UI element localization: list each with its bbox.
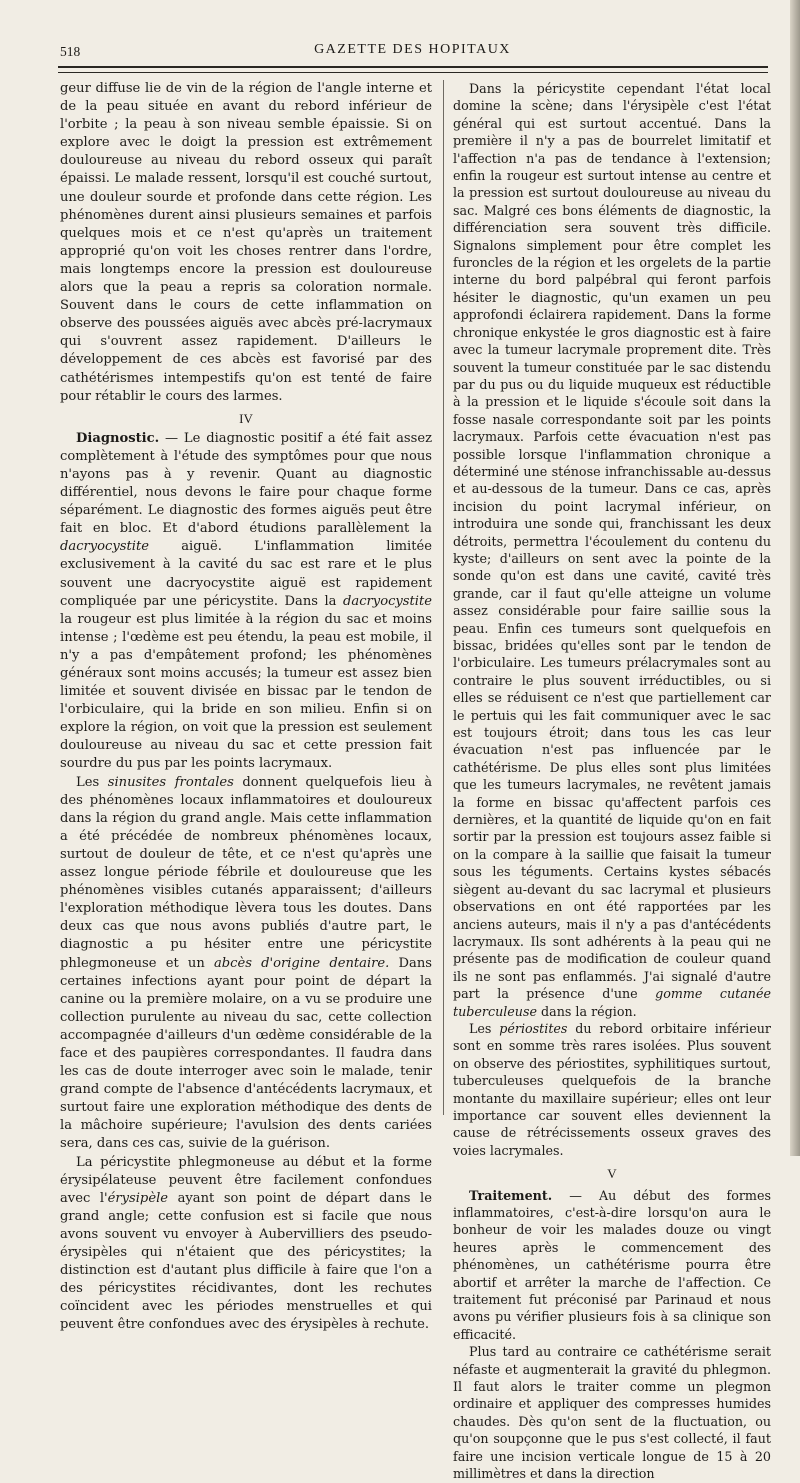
paragraph-text: la rougeur est plus limitée à la région du sac et moins intense ; l'œdème est peu étendu, la peau est mobile, il n'y a pas d'empâtement profond; les phénomènes généraux sont moins accusés; la tumeur est assez bien limitée et souvent divisée en bissac par le tendon de l'orbiculaire, qui la bride en son milieu. Enfin si on explore la région, on voit que la pression est seulement douloureuse au niveau du sac et cette pression fait sourdre du pus par les points lacrymaux. (60, 611, 432, 772)
paragraph (453, 80, 771, 1020)
paragraph-text: Les (76, 774, 108, 790)
right-column (453, 80, 771, 1482)
paragraph-text: — Au début des formes inflammatoires, c'est-à-dire lorsqu'on aura le bonheur de voir les malades douze ou vingt heures après le commencement des phénomènes, un cathétérisme pourra être abortif et arrêter la marche de l'affection. Ce traitement fut préconisé par Parinaud et nous avons pu vérifier plusieurs fois à sa clinique son efficacité. (453, 1187, 771, 1342)
italic-term: dacryocystite (60, 539, 149, 555)
paragraph: Plus tard au contraire ce cathétérisme serait néfaste et augmenterait la gravité du phlegmon. Il faut alors le traiter comme un plegmon ordinaire et appliquer des compresses humides chaudes. Dès qu'on sent de la fluctuation, ou qu'on soupçonne que le pus s'est collecté, il faut faire une incision verticale longue de 15 à 20 millimètres et dans la direction (453, 1344, 771, 1482)
paragraph-text: du rebord orbitaire inférieur sont en somme très rares isolées. Plus souvent on observe des périostites, syphilitiques surtout, tuberculeuses quelquefois de la branche montante du maxillaire supérieur; elles ont leur importance car souvent elles deviennent la cause de rétrécissements osseux graves des voies lacrymales. (453, 1020, 771, 1158)
paragraph-text: — Le diagnostic positif a été fait assez complètement à l'étude des symptômes pour que nous n'ayons pas à y revenir. Quant au diagnostic différentiel, nous devons le faire pour chaque forme séparément. Le diagnostic des formes aiguës peut être fait en bloc. Et d'abord étudions parallèlement la (60, 430, 432, 537)
paragraph-text: Dans la péricystite cependant l'état local domine la scène; dans l'érysipèle c'est l'état général qui est surtout accentué. Dans la première il n'y a pas de bourrelet limitatif et l'affection n'a pas de tendance à l'extension; enfin la rougeur est surtout intense au centre et la pression est surtout douloureuse au niveau du sac. Malgré ces bons éléments de diagnostic, la différenciation sera souvent très difficile. Signalons simplement pour être complet les furoncles de la région et les orgelets de la partie interne du bord palpébral qui feront parfois hésiter le diagnostic, qu'un examen un peu approfondi éclairera rapidement. Dans la forme chronique enkystée le gros diagnostic est à faire avec la tumeur lacrymale proprement dite. Très souvent la tumeur constituée par le sac distendu par du pus ou du liquide muqueux est réductible à la pression et le liquide s'écoule soit dans la fosse nasale correspondante soit par les points lacrymaux. Parfois cette évacuation n'est pas possible lorsque l'inflammation chronique a déterminé une sténose infranchissable au-dessus et au-dessous de la tumeur. Dans ce cas, après incision du point lacrymal inférieur, on introduira une sonde qui, franchissant les deux détroits, permettra l'écoulement du contenu du kyste; d'ailleurs on sent avec la pointe de la sonde qu'on est dans une cavité, cavité très grande, car il faut qu'elle atteigne un volume assez considérable pour faire saillie sous la peau. Enfin ces tumeurs sont quelquefois en bissac, bridées qu'elles sont par le tendon de l'orbiculaire. Les tumeurs prélacrymales sont au contraire le plus souvent irréductibles, ou si elles se réduisent ce n'est que partiellement car le pertuis qui les fait communiquer avec le sac est toujours étroit; dans tous les cas leur évacuation n'est pas influencée par le cathétérisme. De plus elles sont plus limitées que les tumeurs lacrymales, ne revêtent jamais la forme en bissac qu'affectent parfois ces dernières, et la quantité de liquide qu'on en fait sortir par la pression est toujours assez faible si on la compare à la saillie que faisait la tumeur sous les téguments. Certains kystes sébacés siègent au-devant du sac lacrymal et plusieurs observations en ont été rapportées par les anciens auteurs, mais il n'y a pas d'antécédents lacrymaux. Ils sont adhérents à la peau qui ne présente pas de modification de couleur quand ils ne sont pas enflammés. J'ai signalé d'autre part la présence d'une (453, 81, 771, 1002)
italic-term: périostites (499, 1020, 568, 1036)
page-header (60, 40, 765, 62)
section-heading-v: V (607, 1166, 617, 1182)
paragraph-text: aiguë. L'inflammation limitée exclusivement à la cavité du sac est rare et le plus souvent une dacryocystite aiguë est rapidement compliquée par une péricystite. Dans la (60, 539, 432, 609)
column-divider (443, 80, 444, 1115)
paragraph-text: ayant son point de départ dans le grand angle; cette confusion est si facile que nous avons souvent vu envoyer à Aubervilliers des pseudo-érysipèles qui n'étaient que des péricystites; la distinction est d'autant plus difficile à faire que l'on a des péricystites récidivantes, dont les rechutes coïncident avec les périodes menstruelles et qui peuvent être confondues avec des érysipèles à rechute. (60, 1190, 432, 1333)
paragraph-text: donnent quelquefois lieu à des phénomènes locaux inflammatoires et douloureux dans la région du grand angle. Mais cette inflammation a été précédée de nombreux phénomènes locaux, surtout de douleur de tête, et ce n'est qu'après une assez longue période fébrile et douloureuse que les phénomènes visibles cutanés apparaissent; d'ailleurs l'exploration méthodique lèvera tous les doutes. Dans deux cas que nous avons publiés d'autre part, le diagnostic a pu hésiter entre une péricystite phlegmoneuse et un (60, 774, 433, 971)
paragraph (453, 1187, 771, 1344)
italic-term: dacryocystite (343, 593, 432, 609)
italic-term: abcès d'origine dentaire. (213, 955, 390, 971)
italic-term: sinusites frontales (107, 774, 234, 790)
paragraph-text: Les (469, 1020, 500, 1036)
page-binding-edge (790, 0, 800, 1156)
journal-title: GAZETTE DES HOPITAUX (314, 42, 511, 57)
paragraph-lead: Diagnostic. (76, 430, 160, 446)
section-heading-iv: IV (239, 410, 253, 426)
page-number: 518 (60, 44, 81, 59)
paragraph-text: dans la région. (537, 1003, 637, 1019)
paragraph (453, 1020, 771, 1159)
italic-term: érysipèle (107, 1190, 169, 1206)
paragraph (60, 430, 432, 774)
paragraph: geur diffuse lie de vin de la région de l'angle interne et de la peau située en avant du rebord inférieur de l'orbite ; la peau à son niveau semble épaissie. Si on explore avec le doigt la pression est extrêmement douloureuse au niveau du rebord osseux qui paraît épaissi. Le malade ressent, lorsqu'il est couché surtout, une douleur sourde et profonde dans cette région. Les phénomènes durent ainsi plusieurs semaines et parfois quelques mois et ce n'est qu'après un traitement approprié qu'on voit les choses rentrer dans l'ordre, mais longtemps encore la pression est douloureuse alors que la peau a repris sa coloration normale. Souvent dans le cours de cette inflammation on observe des poussées aiguës avec abcès pré-lacrymaux qui s'ouvrent assez rapidement. D'ailleurs le développement de ces abcès est favorisé par des cathétérismes intempestifs qu'on est tenté de faire pour rétablir le cours des larmes. (60, 81, 432, 404)
paragraph-text: Dans certaines infections ayant pour point de départ la canine ou la première molaire, on a vu se produire une collection purulente au niveau du sac, cette collection accompagnée d'ailleurs d'un œdème considérable de la face et des paupières correspondantes. Il faudra dans les cas de doute interroger avec soin le malade, tenir grand compte de l'absence d'antécédents lacrymaux, et surtout faire une exploration méthodique des dents de la mâchoire supérieure; l'avulsion des dents cariées sera, dans ces cas, suivie de la guérison. (60, 955, 432, 1152)
paragraph (60, 1154, 432, 1335)
paragraph-lead: Traitement. (469, 1187, 553, 1203)
italic-term: gomme cutanée tuberculeuse (453, 986, 771, 1019)
left-column (60, 80, 433, 1333)
header-rule-thick (58, 66, 768, 68)
paragraph (60, 774, 432, 1154)
paragraph-text: La péricystite phlegmoneuse au début et la forme érysipélateuse peuvent être facilement confondues avec l' (60, 1154, 432, 1206)
header-rule-thin (58, 72, 768, 73)
